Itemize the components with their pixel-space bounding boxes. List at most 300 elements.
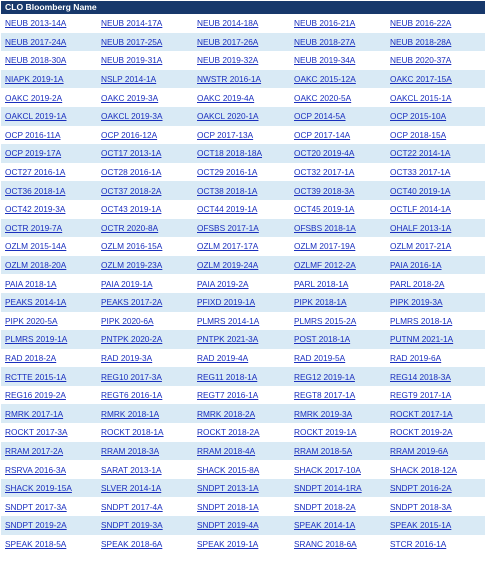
table-cell xyxy=(1,423,97,442)
table-cell xyxy=(97,70,193,89)
table-cell xyxy=(386,442,485,461)
table-cell xyxy=(1,256,97,275)
clo-name-link[interactable]: OZLM 2019-23A xyxy=(101,260,163,271)
table-cell xyxy=(1,144,97,163)
table-cell xyxy=(386,404,485,423)
table-cell xyxy=(97,386,193,405)
table-cell xyxy=(290,349,386,368)
clo-name-link[interactable]: REG11 2018-1A xyxy=(197,371,258,382)
clo-name-link[interactable]: NEUB 2014-17A xyxy=(101,18,163,29)
table-cell xyxy=(1,126,97,145)
table-cell xyxy=(1,479,97,498)
table-cell xyxy=(193,274,290,293)
clo-name-link[interactable]: NIAPK 2019-1A xyxy=(5,74,64,85)
clo-name-link[interactable]: SNDPT 2018-3A xyxy=(390,501,452,512)
table-cell xyxy=(1,404,97,423)
table-cell xyxy=(97,349,193,368)
clo-name-link[interactable]: OCTR 2019-7A xyxy=(5,222,63,233)
table-cell xyxy=(97,497,193,516)
table-cell xyxy=(193,386,290,405)
clo-name-link[interactable]: SNDPT 2017-3A xyxy=(5,501,67,512)
table-cell xyxy=(97,163,193,182)
clo-name-link[interactable]: SPEAK 2014-1A xyxy=(294,520,356,531)
table-cell xyxy=(386,88,485,107)
table-cell xyxy=(386,144,485,163)
clo-name-link[interactable]: NWSTR 2016-1A xyxy=(197,74,262,85)
clo-name-link[interactable]: PIPK 2020-5A xyxy=(5,315,58,326)
clo-name-link[interactable]: REGT7 2016-1A xyxy=(197,390,259,401)
table-cell xyxy=(97,14,193,33)
clo-name-link[interactable]: RMRK 2017-1A xyxy=(5,408,64,419)
clo-name-link[interactable]: SHACK 2019-15A xyxy=(5,483,72,494)
table-row xyxy=(1,51,485,70)
clo-name-link[interactable]: REGT6 2016-1A xyxy=(101,390,163,401)
table-cell xyxy=(290,70,386,89)
table-cell xyxy=(97,219,193,238)
clo-name-link[interactable]: NEUB 2019-32A xyxy=(197,55,259,66)
clo-name-link[interactable]: OCP 2016-11A xyxy=(5,129,61,140)
table-cell xyxy=(386,423,485,442)
clo-name-link[interactable]: OCP 2015-10A xyxy=(390,111,447,122)
clo-name-link[interactable]: STCR 2016-1A xyxy=(390,538,447,549)
clo-name-link[interactable]: RAD 2019-3A xyxy=(101,352,153,363)
table-cell xyxy=(290,442,386,461)
clo-name-link[interactable]: OHALF 2013-1A xyxy=(390,222,452,233)
clo-name-link[interactable]: OAKC 2019-3A xyxy=(101,92,159,103)
table-row xyxy=(1,274,485,293)
clo-name-link[interactable]: ROCKT 2018-1A xyxy=(101,427,164,438)
table-row xyxy=(1,33,485,52)
table-row xyxy=(1,460,485,479)
table-cell xyxy=(290,460,386,479)
clo-name-link[interactable]: OCT33 2017-1A xyxy=(390,167,451,178)
table-cell xyxy=(97,367,193,386)
table-row xyxy=(1,70,485,89)
table-cell xyxy=(290,163,386,182)
clo-name-link[interactable]: NEUB 2013-14A xyxy=(5,18,67,29)
table-cell xyxy=(97,479,193,498)
table-cell xyxy=(290,497,386,516)
table-cell xyxy=(97,442,193,461)
table-cell xyxy=(1,349,97,368)
clo-name-link[interactable]: ROCKT 2019-1A xyxy=(294,427,357,438)
clo-name-link[interactable]: OCP 2017-13A xyxy=(197,129,254,140)
table-cell xyxy=(386,535,485,554)
clo-name-link[interactable]: OCTLF 2014-1A xyxy=(390,204,451,215)
table-cell xyxy=(290,404,386,423)
table-row xyxy=(1,535,485,554)
table-row xyxy=(1,107,485,126)
table-row xyxy=(1,144,485,163)
table-cell xyxy=(386,349,485,368)
table-cell xyxy=(97,330,193,349)
clo-name-link[interactable]: OCTR 2020-8A xyxy=(101,222,159,233)
clo-name-link[interactable]: OAKCL 2019-1A xyxy=(5,111,67,122)
clo-name-link[interactable]: SNDPT 2017-4A xyxy=(101,501,163,512)
clo-name-link[interactable]: PFIXD 2019-1A xyxy=(197,297,256,308)
clo-name-link[interactable]: OCP 2016-12A xyxy=(101,129,158,140)
table-cell xyxy=(1,330,97,349)
clo-name-link[interactable]: OAKC 2019-4A xyxy=(197,92,255,103)
clo-name-link[interactable]: OAKC 2015-12A xyxy=(294,74,356,85)
clo-grid-body xyxy=(1,14,485,553)
table-cell xyxy=(97,200,193,219)
table-cell xyxy=(1,107,97,126)
table-cell xyxy=(290,144,386,163)
clo-name-link[interactable]: OCT43 2019-1A xyxy=(101,204,162,215)
table-cell xyxy=(193,479,290,498)
clo-name-link[interactable]: SNDPT 2014-1RA xyxy=(294,483,362,494)
clo-name-link[interactable]: PLMRS 2015-2A xyxy=(294,315,357,326)
clo-name-link[interactable]: OCT29 2016-1A xyxy=(197,167,258,178)
clo-name-link[interactable]: PEAKS 2017-2A xyxy=(101,297,163,308)
clo-name-link[interactable]: ROCKT 2017-1A xyxy=(390,408,453,419)
table-cell xyxy=(290,423,386,442)
clo-name-link[interactable]: PAIA 2018-1A xyxy=(5,278,57,289)
clo-name-link[interactable]: RMRK 2019-3A xyxy=(294,408,353,419)
clo-name-link[interactable]: OCT28 2016-1A xyxy=(101,167,162,178)
table-row xyxy=(1,516,485,535)
clo-name-link[interactable]: PNTPK 2020-2A xyxy=(101,334,163,345)
clo-name-link[interactable]: SNDPT 2019-2A xyxy=(5,520,67,531)
clo-name-link[interactable]: RRAM 2018-3A xyxy=(101,445,160,456)
clo-name-link[interactable]: OCT39 2018-3A xyxy=(294,185,355,196)
clo-name-link[interactable]: OCT42 2019-3A xyxy=(5,204,66,215)
clo-name-link[interactable]: SHACK 2017-10A xyxy=(294,464,361,475)
table-cell xyxy=(1,460,97,479)
clo-name-link[interactable]: NEUB 2017-25A xyxy=(101,36,163,47)
table-row xyxy=(1,349,485,368)
table-cell xyxy=(386,312,485,331)
table-cell xyxy=(193,14,290,33)
clo-name-link[interactable]: PIPK 2019-3A xyxy=(390,297,443,308)
table-cell xyxy=(193,126,290,145)
table-cell xyxy=(193,51,290,70)
clo-name-link[interactable]: OCT37 2018-2A xyxy=(101,185,162,196)
table-cell xyxy=(386,274,485,293)
table-cell xyxy=(1,70,97,89)
clo-name-link[interactable]: SPEAK 2018-6A xyxy=(101,538,163,549)
table-row xyxy=(1,88,485,107)
table-cell xyxy=(290,535,386,554)
clo-name-link[interactable]: SNDPT 2013-1A xyxy=(197,483,259,494)
table-cell xyxy=(193,33,290,52)
table-cell xyxy=(97,404,193,423)
clo-name-link[interactable]: SRANC 2018-6A xyxy=(294,538,357,549)
clo-name-link[interactable]: NEUB 2016-22A xyxy=(390,18,452,29)
clo-name-link[interactable]: REGT8 2017-1A xyxy=(294,390,356,401)
table-cell xyxy=(1,367,97,386)
table-cell xyxy=(193,349,290,368)
clo-name-link[interactable]: NEUB 2017-24A xyxy=(5,36,67,47)
table-cell xyxy=(97,33,193,52)
clo-name-link[interactable]: OCT45 2019-1A xyxy=(294,204,355,215)
table-cell xyxy=(193,497,290,516)
clo-name-link[interactable]: OCT40 2019-1A xyxy=(390,185,451,196)
clo-name-link[interactable]: RCTTE 2015-1A xyxy=(5,371,67,382)
table-cell xyxy=(97,181,193,200)
clo-name-link[interactable]: ROCKT 2019-2A xyxy=(390,427,453,438)
clo-name-link[interactable]: RRAM 2018-5A xyxy=(294,445,353,456)
clo-name-link[interactable]: NEUB 2019-34A xyxy=(294,55,356,66)
table-cell xyxy=(193,312,290,331)
table-cell xyxy=(193,200,290,219)
clo-name-link[interactable]: PAIA 2019-2A xyxy=(197,278,249,289)
table-row xyxy=(1,312,485,331)
table-cell xyxy=(386,200,485,219)
table-cell xyxy=(290,219,386,238)
table-cell xyxy=(290,237,386,256)
clo-name-link[interactable]: OZLM 2017-17A xyxy=(197,241,259,252)
clo-name-link[interactable]: SLVER 2014-1A xyxy=(101,483,162,494)
clo-name-link[interactable]: RRAM 2019-6A xyxy=(390,445,449,456)
table-row xyxy=(1,256,485,275)
clo-name-link[interactable]: ROCKT 2018-2A xyxy=(197,427,260,438)
clo-name-link[interactable]: OCT18 2018-18A xyxy=(197,148,263,159)
table-cell xyxy=(386,497,485,516)
table-cell xyxy=(1,442,97,461)
clo-name-link[interactable]: SNDPT 2019-4A xyxy=(197,520,259,531)
clo-name-link[interactable]: OCT44 2019-1A xyxy=(197,204,258,215)
table-row xyxy=(1,237,485,256)
clo-name-link[interactable]: OCT27 2016-1A xyxy=(5,167,66,178)
table-cell xyxy=(290,312,386,331)
clo-name-link[interactable]: RAD 2018-2A xyxy=(5,352,57,363)
clo-name-link[interactable]: OCT22 2014-1A xyxy=(390,148,451,159)
table-cell xyxy=(290,367,386,386)
clo-name-link[interactable]: RMRK 2018-1A xyxy=(101,408,160,419)
clo-name-link[interactable]: NEUB 2014-18A xyxy=(197,18,259,29)
clo-name-link[interactable]: NSLP 2014-1A xyxy=(101,74,157,85)
clo-name-link[interactable]: SARAT 2013-1A xyxy=(101,464,162,475)
table-cell xyxy=(1,312,97,331)
table-cell xyxy=(193,404,290,423)
table-cell xyxy=(290,516,386,535)
table-cell xyxy=(386,219,485,238)
clo-name-link[interactable]: OCT32 2017-1A xyxy=(294,167,355,178)
table-row xyxy=(1,442,485,461)
clo-name-link[interactable]: PAIA 2016-1A xyxy=(390,260,442,271)
table-cell xyxy=(97,126,193,145)
table-cell xyxy=(386,256,485,275)
table-cell xyxy=(1,14,97,33)
table-cell xyxy=(193,535,290,554)
clo-name-link[interactable]: OZLM 2016-15A xyxy=(101,241,163,252)
table-cell xyxy=(193,107,290,126)
table-cell xyxy=(1,51,97,70)
table-cell xyxy=(290,51,386,70)
clo-name-link[interactable]: OAKCL 2019-3A xyxy=(101,111,163,122)
clo-name-link[interactable]: OZLM 2017-19A xyxy=(294,241,356,252)
table-cell xyxy=(386,386,485,405)
table-cell xyxy=(290,330,386,349)
clo-name-link[interactable]: RAD 2019-5A xyxy=(294,352,346,363)
clo-name-link[interactable]: OZLM 2017-21A xyxy=(390,241,452,252)
table-cell xyxy=(193,423,290,442)
table-cell xyxy=(386,367,485,386)
clo-name-link[interactable]: OCT20 2019-4A xyxy=(294,148,355,159)
table-cell xyxy=(193,442,290,461)
clo-name-link[interactable]: OAKC 2020-5A xyxy=(294,92,352,103)
table-row xyxy=(1,386,485,405)
table-cell xyxy=(97,516,193,535)
clo-name-link[interactable]: REGT9 2017-1A xyxy=(390,390,452,401)
clo-name-link[interactable]: PAIA 2019-1A xyxy=(101,278,153,289)
table-cell xyxy=(386,51,485,70)
clo-name-link[interactable]: PLMRS 2018-1A xyxy=(390,315,453,326)
clo-name-link[interactable]: OCP 2018-15A xyxy=(390,129,447,140)
clo-name-link[interactable]: OCP 2014-5A xyxy=(294,111,346,122)
clo-name-link[interactable]: POST 2018-1A xyxy=(294,334,351,345)
clo-name-link[interactable]: PARL 2018-1A xyxy=(294,278,349,289)
table-header-title: CLO Bloomberg Name xyxy=(1,1,485,14)
clo-name-link[interactable]: OAKCL 2020-1A xyxy=(197,111,259,122)
clo-name-link[interactable]: SHACK 2018-12A xyxy=(390,464,457,475)
table-cell xyxy=(1,33,97,52)
clo-name-link[interactable]: PIPK 2018-1A xyxy=(294,297,347,308)
table-cell xyxy=(290,181,386,200)
table-cell xyxy=(1,200,97,219)
clo-name-link[interactable]: RRAM 2017-2A xyxy=(5,445,64,456)
table-cell xyxy=(193,516,290,535)
table-cell xyxy=(1,535,97,554)
table-row xyxy=(1,126,485,145)
table-cell xyxy=(290,386,386,405)
table-row xyxy=(1,330,485,349)
clo-name-link[interactable]: SNDPT 2019-3A xyxy=(101,520,163,531)
clo-name-link[interactable]: OZLM 2018-20A xyxy=(5,260,67,271)
clo-name-link[interactable]: PEAKS 2014-1A xyxy=(5,297,67,308)
clo-name-link[interactable]: SNDPT 2016-2A xyxy=(390,483,452,494)
table-cell xyxy=(386,479,485,498)
table-cell xyxy=(386,14,485,33)
clo-name-link[interactable]: OAKCL 2015-1A xyxy=(390,92,452,103)
clo-name-link[interactable]: NEUB 2019-31A xyxy=(101,55,163,66)
table-cell xyxy=(290,14,386,33)
table-cell xyxy=(290,256,386,275)
table-cell xyxy=(97,535,193,554)
table-row xyxy=(1,14,485,33)
table-cell xyxy=(97,460,193,479)
clo-name-link[interactable]: OCP 2017-14A xyxy=(294,129,351,140)
clo-name-link[interactable]: OCP 2019-17A xyxy=(5,148,62,159)
clo-name-link[interactable]: SPEAK 2018-5A xyxy=(5,538,67,549)
clo-name-link[interactable]: OFSBS 2017-1A xyxy=(197,222,259,233)
table-cell xyxy=(193,237,290,256)
table-cell xyxy=(97,256,193,275)
clo-name-link[interactable]: NEUB 2018-28A xyxy=(390,36,452,47)
table-cell xyxy=(1,219,97,238)
table-cell xyxy=(386,107,485,126)
table-row xyxy=(1,479,485,498)
table-cell xyxy=(193,88,290,107)
table-cell xyxy=(386,163,485,182)
clo-name-link[interactable]: PNTPK 2021-3A xyxy=(197,334,259,345)
table-cell xyxy=(97,423,193,442)
clo-name-link[interactable]: PARL 2018-2A xyxy=(390,278,445,289)
table-cell xyxy=(1,163,97,182)
clo-name-link[interactable]: RMRK 2018-2A xyxy=(197,408,256,419)
table-cell xyxy=(1,274,97,293)
clo-name-link[interactable]: OCT17 2013-1A xyxy=(101,148,162,159)
table-cell xyxy=(193,330,290,349)
clo-name-link[interactable]: OAKC 2017-15A xyxy=(390,74,452,85)
clo-name-link[interactable]: PLMRS 2019-1A xyxy=(5,334,68,345)
clo-name-link[interactable]: PUTNM 2021-1A xyxy=(390,334,454,345)
clo-name-link[interactable]: SNDPT 2018-2A xyxy=(294,501,356,512)
table-row xyxy=(1,163,485,182)
table-cell xyxy=(193,163,290,182)
clo-name-link[interactable]: SHACK 2015-8A xyxy=(197,464,260,475)
clo-name-link[interactable]: OZLM 2019-24A xyxy=(197,260,259,271)
clo-name-link[interactable]: RAD 2019-6A xyxy=(390,352,442,363)
clo-name-link[interactable]: REG14 2018-3A xyxy=(390,371,451,382)
clo-name-grid xyxy=(1,14,485,553)
table-cell xyxy=(1,293,97,312)
clo-name-link[interactable]: OCT36 2018-1A xyxy=(5,185,66,196)
clo-name-link[interactable]: SPEAK 2019-1A xyxy=(197,538,259,549)
clo-name-link[interactable]: OZLMF 2012-2A xyxy=(294,260,356,271)
clo-name-link[interactable]: SPEAK 2015-1A xyxy=(390,520,452,531)
clo-name-link[interactable]: RAD 2019-4A xyxy=(197,352,249,363)
clo-name-link[interactable]: RSRVA 2016-3A xyxy=(5,464,67,475)
clo-name-link[interactable]: REG12 2019-1A xyxy=(294,371,355,382)
table-cell xyxy=(386,237,485,256)
clo-name-link[interactable]: ROCKT 2017-3A xyxy=(5,427,68,438)
clo-name-link[interactable]: NEUB 2016-21A xyxy=(294,18,356,29)
table-cell xyxy=(386,70,485,89)
table-cell xyxy=(193,144,290,163)
clo-name-link[interactable]: PIPK 2020-6A xyxy=(101,315,154,326)
clo-name-link[interactable]: NEUB 2018-30A xyxy=(5,55,67,66)
table-cell xyxy=(1,181,97,200)
table-cell xyxy=(1,497,97,516)
clo-name-link[interactable]: OCT38 2018-1A xyxy=(197,185,258,196)
clo-name-link[interactable]: OFSBS 2018-1A xyxy=(294,222,356,233)
table-cell xyxy=(193,293,290,312)
clo-name-link[interactable]: OAKC 2019-2A xyxy=(5,92,63,103)
table-cell xyxy=(290,88,386,107)
clo-name-link[interactable]: OZLM 2015-14A xyxy=(5,241,67,252)
clo-name-link[interactable]: NEUB 2020-37A xyxy=(390,55,452,66)
table-row xyxy=(1,367,485,386)
table-cell xyxy=(386,293,485,312)
table-cell xyxy=(386,516,485,535)
table-row xyxy=(1,219,485,238)
table-cell xyxy=(386,181,485,200)
clo-name-link[interactable]: NEUB 2017-26A xyxy=(197,36,259,47)
clo-name-link[interactable]: PLMRS 2014-1A xyxy=(197,315,260,326)
table-row xyxy=(1,497,485,516)
table-cell xyxy=(290,107,386,126)
table-cell xyxy=(290,274,386,293)
table-cell xyxy=(97,107,193,126)
table-cell xyxy=(193,367,290,386)
clo-name-link[interactable]: RRAM 2018-4A xyxy=(197,445,256,456)
table-cell xyxy=(290,126,386,145)
table-cell xyxy=(1,88,97,107)
clo-name-link[interactable]: NEUB 2018-27A xyxy=(294,36,356,47)
table-row xyxy=(1,423,485,442)
table-cell xyxy=(1,516,97,535)
table-cell xyxy=(290,479,386,498)
table-cell xyxy=(290,33,386,52)
table-cell xyxy=(97,312,193,331)
clo-name-link[interactable]: SNDPT 2018-1A xyxy=(197,501,259,512)
clo-name-link[interactable]: REG16 2019-2A xyxy=(5,390,66,401)
clo-name-link[interactable]: REG10 2017-3A xyxy=(101,371,162,382)
table-cell xyxy=(1,386,97,405)
